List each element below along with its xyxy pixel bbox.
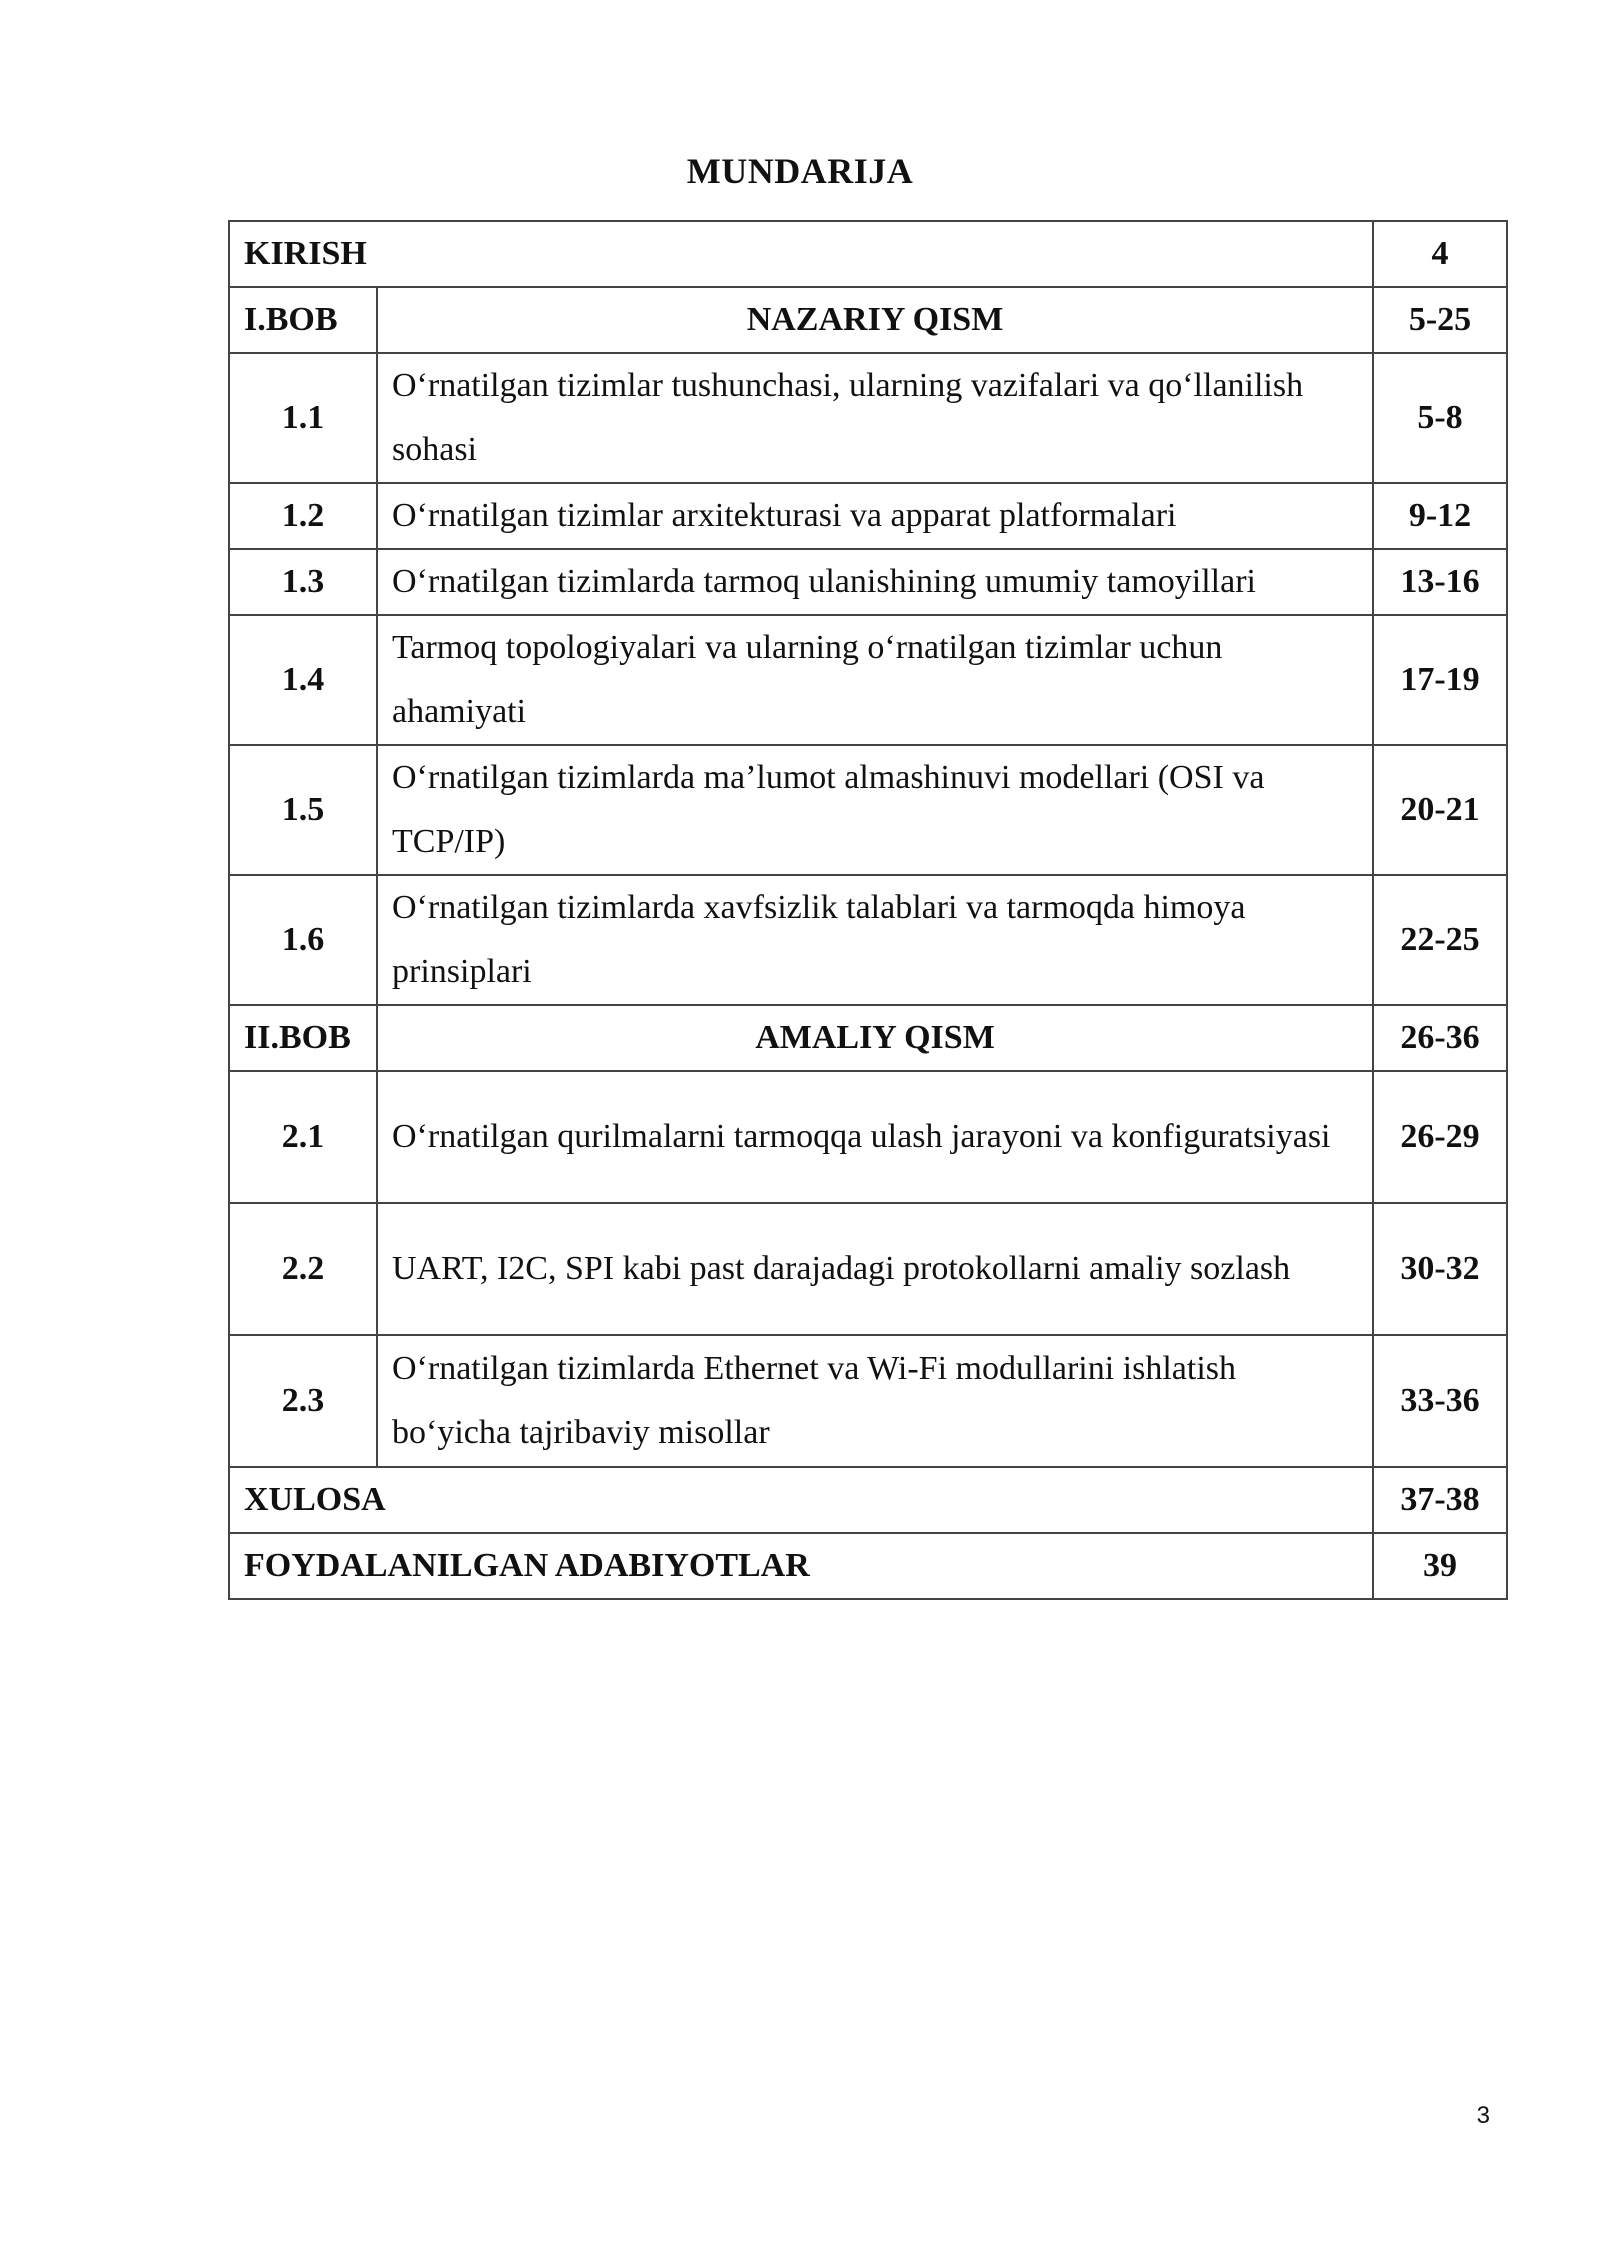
toc-pages: 13-16 bbox=[1373, 549, 1507, 615]
section-number: 2.2 bbox=[229, 1203, 377, 1335]
table-of-contents bbox=[228, 220, 1508, 1600]
page-title: MUNDARIJA bbox=[686, 151, 914, 191]
toc-row bbox=[229, 745, 1507, 875]
section-number: 1.2 bbox=[229, 483, 377, 549]
toc-row bbox=[229, 353, 1507, 483]
toc-row bbox=[229, 875, 1507, 1005]
section-title: O‘rnatilgan tizimlar tushunchasi, ularning vazifalari va qo‘llanilish sohasi bbox=[377, 353, 1373, 483]
toc-row bbox=[229, 483, 1507, 549]
section-title: O‘rnatilgan qurilmalarni tarmoqqa ulash jarayoni va konfiguratsiyasi bbox=[377, 1071, 1373, 1203]
section-title: O‘rnatilgan tizimlarda xavfsizlik talablari va tarmoqda himoya prinsiplari bbox=[377, 875, 1373, 1005]
toc-pages: 4 bbox=[1373, 221, 1507, 287]
toc-pages: 5-8 bbox=[1373, 353, 1507, 483]
chapter-label: II.BOB bbox=[229, 1005, 377, 1071]
section-title: UART, I2C, SPI kabi past darajadagi protokollarni amaliy sozlash bbox=[377, 1203, 1373, 1335]
section-number: 1.1 bbox=[229, 353, 377, 483]
toc-row-references bbox=[229, 1533, 1507, 1599]
toc-pages: 9-12 bbox=[1373, 483, 1507, 549]
section-number: 1.3 bbox=[229, 549, 377, 615]
toc-label: XULOSA bbox=[229, 1467, 1373, 1533]
toc-label: KIRISH bbox=[229, 221, 1373, 287]
toc-pages: 30-32 bbox=[1373, 1203, 1507, 1335]
section-number: 2.1 bbox=[229, 1071, 377, 1203]
section-number: 1.5 bbox=[229, 745, 377, 875]
toc-pages: 26-29 bbox=[1373, 1071, 1507, 1203]
section-number: 1.4 bbox=[229, 615, 377, 745]
toc-row bbox=[229, 1071, 1507, 1203]
section-number: 1.6 bbox=[229, 875, 377, 1005]
toc-row-chapter-1 bbox=[229, 287, 1507, 353]
section-number: 2.3 bbox=[229, 1335, 377, 1467]
section-title: O‘rnatilgan tizimlar arxitekturasi va apparat platformalari bbox=[377, 483, 1373, 549]
toc-pages: 17-19 bbox=[1373, 615, 1507, 745]
section-title: O‘rnatilgan tizimlarda ma’lumot almashinuvi modellari (OSI va TCP/IP) bbox=[377, 745, 1373, 875]
toc-row bbox=[229, 549, 1507, 615]
toc-row-intro bbox=[229, 221, 1507, 287]
toc-pages: 22-25 bbox=[1373, 875, 1507, 1005]
chapter-title: AMALIY QISM bbox=[377, 1005, 1373, 1071]
toc-row-chapter-2 bbox=[229, 1005, 1507, 1071]
toc-pages: 39 bbox=[1373, 1533, 1507, 1599]
toc-pages: 5-25 bbox=[1373, 287, 1507, 353]
toc-pages: 26-36 bbox=[1373, 1005, 1507, 1071]
page-number: 3 bbox=[1476, 2102, 1490, 2129]
section-title: O‘rnatilgan tizimlarda tarmoq ulanishining umumiy tamoyillari bbox=[377, 549, 1373, 615]
toc-row bbox=[229, 1335, 1507, 1467]
toc-row bbox=[229, 1203, 1507, 1335]
toc-pages: 20-21 bbox=[1373, 745, 1507, 875]
chapter-label: I.BOB bbox=[229, 287, 377, 353]
toc-row-conclusion bbox=[229, 1467, 1507, 1533]
toc-pages: 33-36 bbox=[1373, 1335, 1507, 1467]
toc-label: FOYDALANILGAN ADABIYOTLAR bbox=[229, 1533, 1373, 1599]
section-title: Tarmoq topologiyalari va ularning o‘rnatilgan tizimlar uchun ahamiyati bbox=[377, 615, 1373, 745]
toc-pages: 37-38 bbox=[1373, 1467, 1507, 1533]
section-title: O‘rnatilgan tizimlarda Ethernet va Wi-Fi modullarini ishlatish bo‘yicha tajribaviy misollar bbox=[377, 1335, 1373, 1467]
toc-row bbox=[229, 615, 1507, 745]
chapter-title: NAZARIY QISM bbox=[377, 287, 1373, 353]
